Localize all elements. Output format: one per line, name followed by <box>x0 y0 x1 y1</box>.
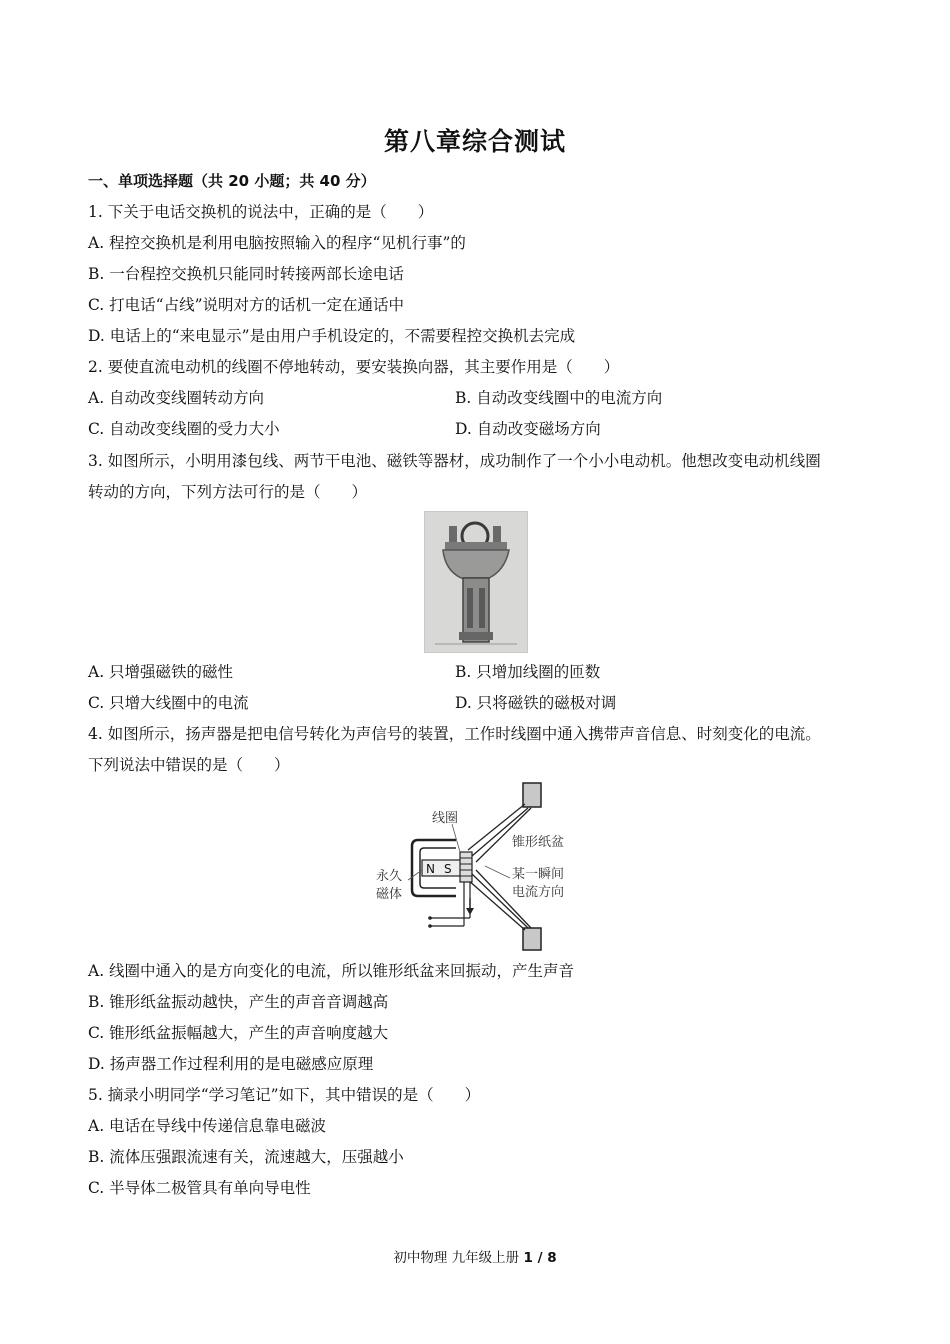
q3-option-b: B. 只增加线圈的匝数 <box>455 663 601 681</box>
label-current-1: 某一瞬间 <box>512 867 565 882</box>
footer-text: 初中物理 九年级上册 <box>393 1250 524 1266</box>
page-title: 第八章综合测试 <box>383 127 566 156</box>
pole-n-label: N <box>426 862 435 876</box>
q5-option-b: B. 流体压强跟流速有关，流速越大，压强越小 <box>88 1148 404 1166</box>
label-coil: 线圈 <box>432 811 459 826</box>
q5-option-c: C. 半导体二极管具有单向导电性 <box>88 1179 311 1197</box>
question-3-stem-line-2: 转动的方向，下列方法可行的是（ ） <box>88 483 368 501</box>
q1-option-b: B. 一台程控交换机只能同时转接两部长途电话 <box>88 265 404 283</box>
q2-option-d: D. 自动改变磁场方向 <box>455 420 601 438</box>
q3-option-d: D. 只将磁铁的磁极对调 <box>455 694 617 712</box>
motor-photo <box>424 511 528 653</box>
question-4-stem-line-1: 4. 如图所示，扬声器是把电信号转化为声信号的装置，工作时线圈中通入携带声音信息、时刻变化的电流。 <box>88 725 821 743</box>
label-magnet-1: 永久 <box>376 869 403 884</box>
section-heading: 一、单项选择题（共 20 小题；共 40 分） <box>88 172 376 190</box>
q3-option-c: C. 只增大线圈中的电流 <box>88 694 249 712</box>
q1-option-d: D. 电话上的“来电显示”是由用户手机设定的，不需要程控交换机去完成 <box>88 327 576 345</box>
speaker-diagram-drawing <box>360 778 600 958</box>
question-1-stem: 1. 下关于电话交换机的说法中，正确的是（ ） <box>88 203 434 221</box>
q1-option-a: A. 程控交换机是利用电脑按照输入的程序“见机行事”的 <box>88 234 466 252</box>
q4-option-b: B. 锥形纸盆振动越快，产生的声音音调越高 <box>88 993 389 1011</box>
page-number: 1 / 8 <box>523 1250 557 1266</box>
pole-s-label: S <box>444 862 452 876</box>
question-4-stem-line-2: 下列说法中错误的是（ ） <box>88 756 290 774</box>
q2-option-b: B. 自动改变线圈中的电流方向 <box>455 389 663 407</box>
speaker-diagram <box>360 778 600 962</box>
question-2-stem: 2. 要使直流电动机的线圈不停地转动，要安装换向器，其主要作用是（ ） <box>88 358 620 376</box>
q5-option-a: A. 电话在导线中传递信息靠电磁波 <box>88 1117 327 1135</box>
q3-option-a: A. 只增强磁铁的磁性 <box>88 663 234 681</box>
label-magnet-2: 磁体 <box>376 887 403 902</box>
q4-option-d: D. 扬声器工作过程利用的是电磁感应原理 <box>88 1055 374 1073</box>
q2-option-c: C. 自动改变线圈的受力大小 <box>88 420 280 438</box>
question-5-stem: 5. 摘录小明同学“学习笔记”如下，其中错误的是（ ） <box>88 1086 481 1104</box>
q2-option-a: A. 自动改变线圈转动方向 <box>88 389 265 407</box>
page-footer <box>0 1246 950 1266</box>
label-current-2: 电流方向 <box>512 885 565 900</box>
q4-option-c: C. 锥形纸盆振幅越大，产生的声音响度越大 <box>88 1024 389 1042</box>
q1-option-c: C. 打电话“占线”说明对方的话机一定在通话中 <box>88 296 405 314</box>
label-cone: 锥形纸盆 <box>512 835 565 850</box>
question-3-stem-line-1: 3. 如图所示，小明用漆包线、两节干电池、磁铁等器材，成功制作了一个小小电动机。他想改变电动机线圈 <box>88 452 821 470</box>
q4-option-a: A. 线圈中通入的是方向变化的电流，所以锥形纸盆来回振动，产生声音 <box>88 962 575 980</box>
motor-photo-drawing <box>425 512 527 652</box>
